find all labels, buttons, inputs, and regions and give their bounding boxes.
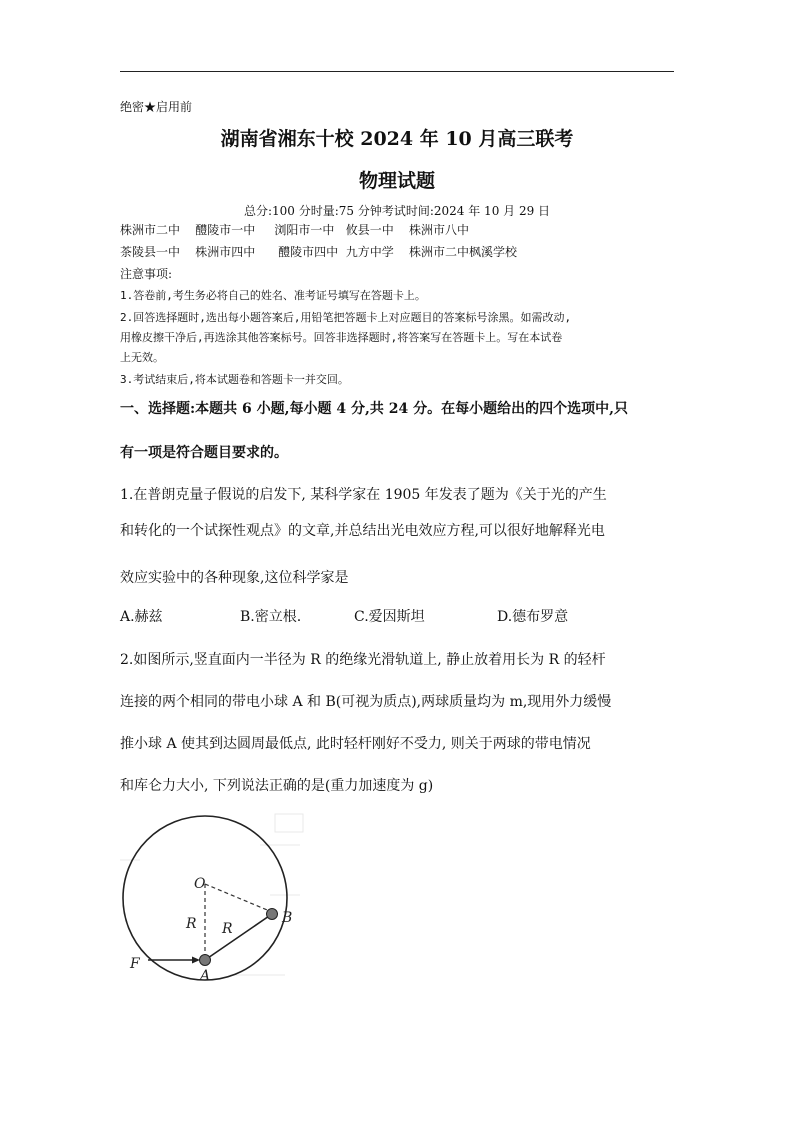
label-r-rod: R — [222, 921, 233, 937]
label-a: A — [200, 968, 211, 984]
question-2-line-3: 推小球 A 使其到达圆周最低点, 此时轻杆刚好不受力, 则关于两球的带电情况 — [120, 736, 591, 752]
note-item-2-line-1: 2.回答选择题时,选出每小题答案后,用铅笔把答题卡上对应题目的答案标号涂黑。如需改动, — [120, 311, 572, 324]
confidential-label: 绝密★启用前 — [120, 100, 193, 114]
note-item-2-line-3: 上无效。 — [120, 351, 164, 364]
question-1-option-a: A.赫兹 — [120, 609, 163, 625]
section-heading-line-2: 有一项是符合题目要求的。 — [120, 445, 288, 461]
question-1-line-3: 效应实验中的各种现象,这位科学家是 — [120, 570, 349, 586]
question-1-option-d: D.德布罗意 — [497, 609, 569, 625]
bleed-through-texture — [120, 814, 303, 975]
label-r-vertical: R — [186, 916, 197, 932]
question-1-line-1: 1.在普朗克量子假说的启发下, 某科学家在 1905 年发表了题为《关于光的产生 — [120, 487, 607, 503]
notes-heading: 注意事项: — [120, 267, 173, 281]
note-item-2-line-2: 用橡皮擦干净后,再选涂其他答案标号。回答非选择题时,将答案写在答题卡上。写在本试卷 — [120, 331, 563, 344]
subject-title: 物理试题 — [358, 170, 435, 192]
label-b: B — [282, 910, 293, 926]
question-2-line-1: 2.如图所示,竖直面内一半径为 R 的绝缘光滑轨道上, 静止放着用长为 R 的轻杆 — [120, 652, 606, 668]
question-1-option-b: B.密立根. — [240, 609, 302, 625]
question-2-line-2: 连接的两个相同的带电小球 A 和 B(可视为质点),两球质量均为 m,现用外力缓慢 — [120, 694, 612, 710]
schools-line-1: 株洲市二中 醴陵市一中 浏阳市一中 攸县一中 株洲市八中 — [120, 223, 470, 237]
exam-title: 湖南省湘东十校 2024 年 10 月高三联考 — [220, 128, 574, 150]
ball-b — [267, 909, 278, 920]
label-f: F — [130, 956, 140, 972]
force-arrowhead — [192, 957, 200, 964]
rod-ab — [205, 914, 272, 960]
top-rule — [120, 71, 674, 72]
circular-track-figure — [110, 800, 310, 1000]
question-2-line-4: 和库仑力大小, 下列说法正确的是(重力加速度为 g) — [120, 778, 434, 794]
label-o: O — [194, 876, 206, 892]
section-heading-line-1: 一、选择题:本题共 6 小题,每小题 4 分,共 24 分。在每小题给出的四个选项中,只 — [120, 401, 628, 417]
radius-ob-dashed — [205, 884, 272, 912]
question-1-line-2: 和转化的一个试探性观点》的文章,并总结出光电效应方程,可以很好地解释光电 — [120, 523, 605, 539]
ball-a — [200, 955, 211, 966]
schools-line-2: 茶陵县一中 株洲市四中 醴陵市四中 九方中学 株洲市二中枫溪学校 — [120, 245, 518, 259]
note-item-3: 3.考试结束后,将本试题卷和答题卡一并交回。 — [120, 373, 349, 386]
question-1-option-c: C.爱因斯坦 — [354, 609, 425, 625]
exam-meta: 总分:100 分时量:75 分钟考试时间:2024 年 10 月 29 日 — [243, 204, 551, 218]
note-item-1: 1.答卷前,考生务必将自己的姓名、准考证号填写在答题卡上。 — [120, 289, 426, 302]
